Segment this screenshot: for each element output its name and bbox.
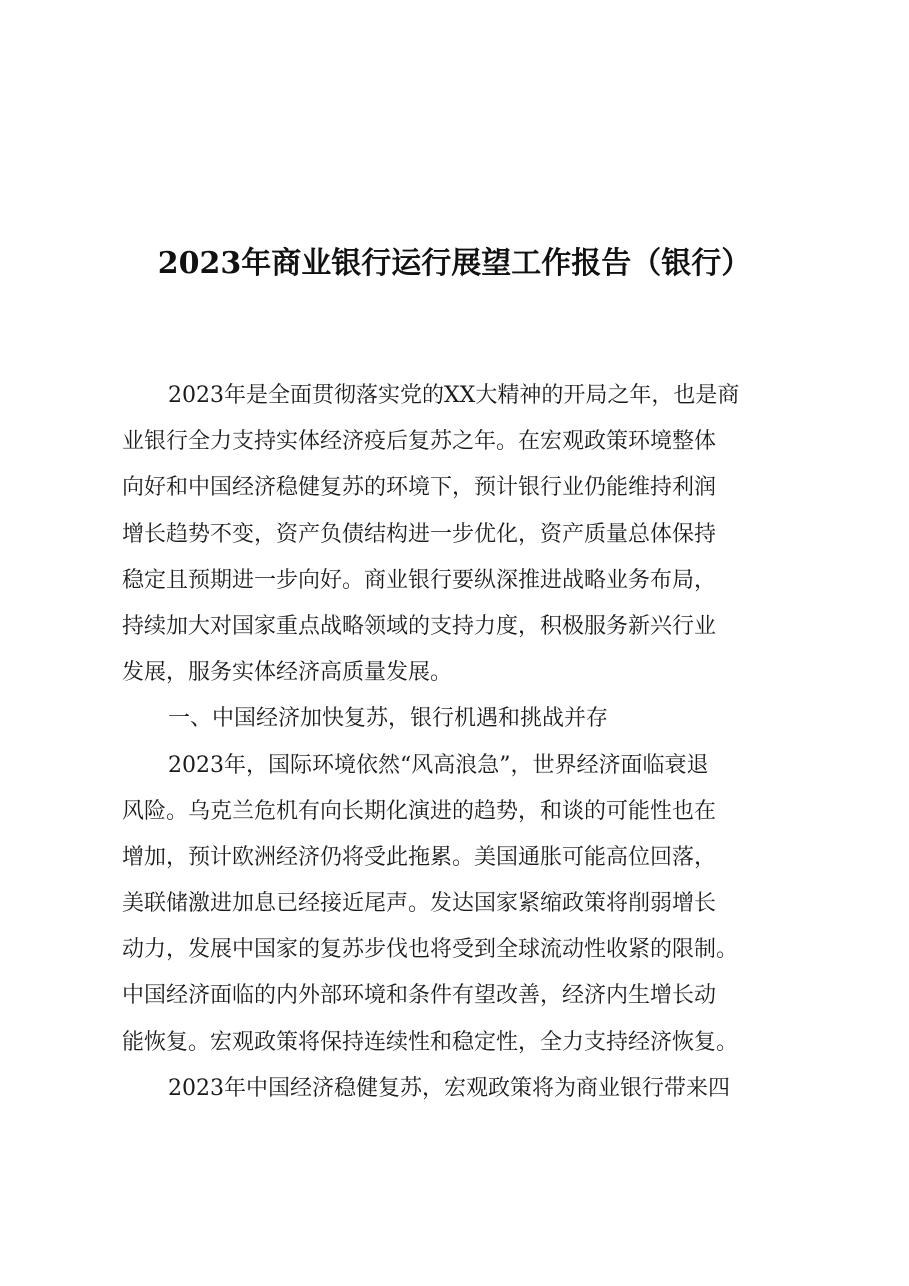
section-heading: 一、中国经济加快复苏，银行机遇和挑战并存 [168, 706, 609, 732]
text-line: 能恢复。宏观政策将保持连续性和稳定性，全力支持经济恢复。 [122, 1029, 739, 1055]
text-line: 向好和中国经济稳健复苏的环境下，预计银行业仍能维持利润 [122, 475, 717, 501]
text-line: 增长趋势不变，资产负债结构进一步优化，资产质量总体保持 [122, 521, 717, 547]
text-line: 增加，预计欧洲经济仍将受此拖累。美国通胀可能高位回落， [122, 844, 717, 870]
text-line: 发展，服务实体经济高质量发展。 [122, 660, 453, 686]
document-title: 2023年商业银行运行展望工作报告（银行） [157, 246, 752, 281]
text-line: 2023年中国经济稳健复苏，宏观政策将为商业银行带来四 [168, 1075, 730, 1101]
text-line: 动力，发展中国家的复苏步伐也将受到全球流动性收紧的限制。 [122, 937, 739, 963]
text-line: 2023年是全面贯彻落实党的XX大精神的开局之年，也是商 [168, 383, 740, 408]
text-line: 美联储激进加息已经接近尾声。发达国家紧缩政策将削弱增长 [122, 891, 717, 917]
text-line: 业银行全力支持实体经济疫后复苏之年。在宏观政策环境整体 [122, 429, 717, 455]
text-line: 中国经济面临的内外部环境和条件有望改善，经济内生增长动 [122, 983, 717, 1009]
text-line: 2023年，国际环境依然“风高浪急”，世界经济面临衰退 [168, 752, 709, 778]
text-line: 稳定且预期进一步向好。商业银行要纵深推进战略业务布局， [122, 567, 717, 593]
text-line: 风险。乌克兰危机有向长期化演进的趋势，和谈的可能性也在 [122, 798, 717, 824]
text-line: 持续加大对国家重点战略领域的支持力度，积极服务新兴行业 [122, 613, 717, 639]
document-body [122, 373, 812, 1112]
